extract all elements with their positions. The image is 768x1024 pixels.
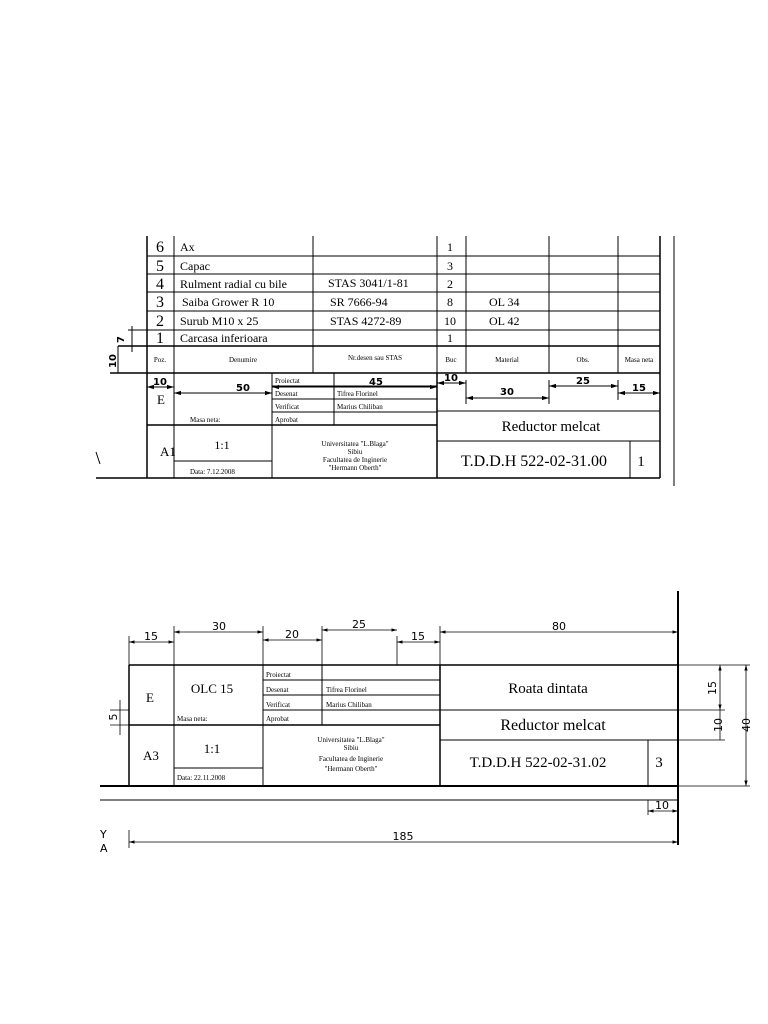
part-title: Roata dintata xyxy=(508,681,588,697)
sheet2-dimensions xyxy=(99,618,753,855)
part-3-material: OL 34 xyxy=(489,295,520,309)
part-4-std: STAS 3041/1-81 xyxy=(328,276,409,290)
drawing-code: T.D.D.H 522-02-31.00 xyxy=(461,453,607,470)
sheet-number-2: 3 xyxy=(655,755,663,771)
university-2-3: Facultatea de Inginerie xyxy=(318,755,384,763)
part-4-poz: 4 xyxy=(156,276,164,293)
date: Data: 7.12.2008 xyxy=(190,468,235,476)
role-verificat: Verificat xyxy=(275,403,300,411)
scale-2: 1:1 xyxy=(203,741,221,756)
masa-neta-label-2: Masa neta: xyxy=(177,715,208,723)
dim-30: 30 xyxy=(212,620,226,633)
drawing-title: Reductor melcat xyxy=(501,419,601,435)
part-2-poz: 2 xyxy=(156,313,164,330)
part-4-name: Rulment radial cu bile xyxy=(180,277,287,291)
part-2-name: Surub M10 x 25 xyxy=(180,314,259,328)
role-verificat-2: Verificat xyxy=(266,701,291,709)
header-mass: Masa neta xyxy=(624,356,654,364)
university-2-1: Universitatea "L.Blaga" xyxy=(317,736,385,744)
part-3-qty: 8 xyxy=(447,295,453,309)
axis-y-label: Y xyxy=(100,828,107,841)
role-proiectat-2: Proiectat xyxy=(266,671,291,679)
part-5-qty: 3 xyxy=(447,259,453,273)
part-3-std: SR 7666-94 xyxy=(330,295,388,309)
dim-header-height: 10 xyxy=(108,354,119,368)
dim-w-name: 50 xyxy=(236,383,250,394)
role-proiectat: Proiectat xyxy=(275,377,300,385)
dim-185: 185 xyxy=(392,830,414,843)
header-material: Material xyxy=(495,356,519,364)
part-1-poz: 1 xyxy=(156,330,164,347)
dim-w-material: 30 xyxy=(500,387,514,398)
desenat-name: Tifrea Florinel xyxy=(337,390,378,398)
part-1-name: Carcasa inferioara xyxy=(180,331,268,345)
dim-20: 20 xyxy=(285,628,299,641)
axis-a-label: A xyxy=(100,842,108,855)
university-2-2: Sibiu xyxy=(343,744,359,752)
part-4-qty: 2 xyxy=(447,277,453,291)
material: OLC 15 xyxy=(190,681,234,696)
role-aprobat-2: Aprobat xyxy=(266,715,289,723)
dim-25: 25 xyxy=(352,618,366,631)
dim-15-right: 15 xyxy=(706,681,719,695)
tolerance-class: E xyxy=(157,392,165,407)
role-aprobat: Aprobat xyxy=(275,416,298,424)
format-size: A1 xyxy=(160,444,176,459)
dim-w-mass: 15 xyxy=(632,383,646,394)
date-2: Data: 22.11.2008 xyxy=(177,774,226,782)
university-2-4: "Hermann Oberth" xyxy=(324,765,378,773)
role-desenat-2: Desenat xyxy=(266,686,289,694)
part-3-name: Saiba Grower R 10 xyxy=(182,295,275,309)
header-qty: Buc xyxy=(445,356,457,364)
desenat-name-2: Tifrea Florinel xyxy=(326,686,367,694)
part-2-material: OL 42 xyxy=(489,314,520,328)
format-size-2: A3 xyxy=(143,748,159,763)
part-2-qty: 10 xyxy=(444,314,456,328)
dim-w-names: 45 xyxy=(369,377,383,388)
masa-neta-label: Masa neta: xyxy=(190,416,221,424)
university-2: Sibiu xyxy=(347,448,363,456)
verificat-name: Marius Chiliban xyxy=(337,403,383,411)
part-5-name: Capac xyxy=(180,259,210,273)
university-4: "Hermann Oberth" xyxy=(328,464,382,472)
role-desenat: Desenat xyxy=(275,390,298,398)
sheet-number: 1 xyxy=(637,454,645,470)
part-6-name: Ax xyxy=(180,240,195,254)
dim-15a: 15 xyxy=(144,630,158,643)
part-1-qty: 1 xyxy=(447,331,453,345)
dim-10-bottom: 10 xyxy=(655,799,669,812)
university-3: Facultatea de Inginerie xyxy=(322,456,388,464)
dim-h-top: 10 xyxy=(444,373,458,384)
part-5-poz: 5 xyxy=(156,258,164,275)
dim-80: 80 xyxy=(552,620,566,633)
assembly-title: Reductor melcat xyxy=(500,717,606,734)
verificat-name-2: Marius Chiliban xyxy=(326,701,372,709)
dim-15b: 15 xyxy=(411,630,425,643)
tolerance-class-2: E xyxy=(146,690,154,705)
dim-w-obs: 25 xyxy=(576,376,590,387)
part-2-std: STAS 4272-89 xyxy=(330,314,402,328)
part-3-poz: 3 xyxy=(156,294,164,311)
part-6-qty: 1 xyxy=(447,240,453,254)
dim-40: 40 xyxy=(740,718,753,732)
dim-row-height: 7 xyxy=(116,336,127,343)
drawing-code-2: T.D.D.H 522-02-31.02 xyxy=(469,755,607,771)
dim-10-right: 10 xyxy=(712,718,725,732)
header-poz: Poz. xyxy=(153,356,167,364)
university-1: Universitatea "L.Blaga" xyxy=(321,440,389,448)
header-name: Denumire xyxy=(229,356,257,364)
dim-w-poz: 10 xyxy=(153,377,167,388)
header-obs: Obs. xyxy=(576,356,590,364)
part-6-poz: 6 xyxy=(156,239,164,256)
scale: 1:1 xyxy=(214,438,230,452)
header-std: Nr.desen sau STAS xyxy=(347,354,403,362)
sheet2-title-text xyxy=(143,671,663,782)
dim-5: 5 xyxy=(107,713,120,721)
